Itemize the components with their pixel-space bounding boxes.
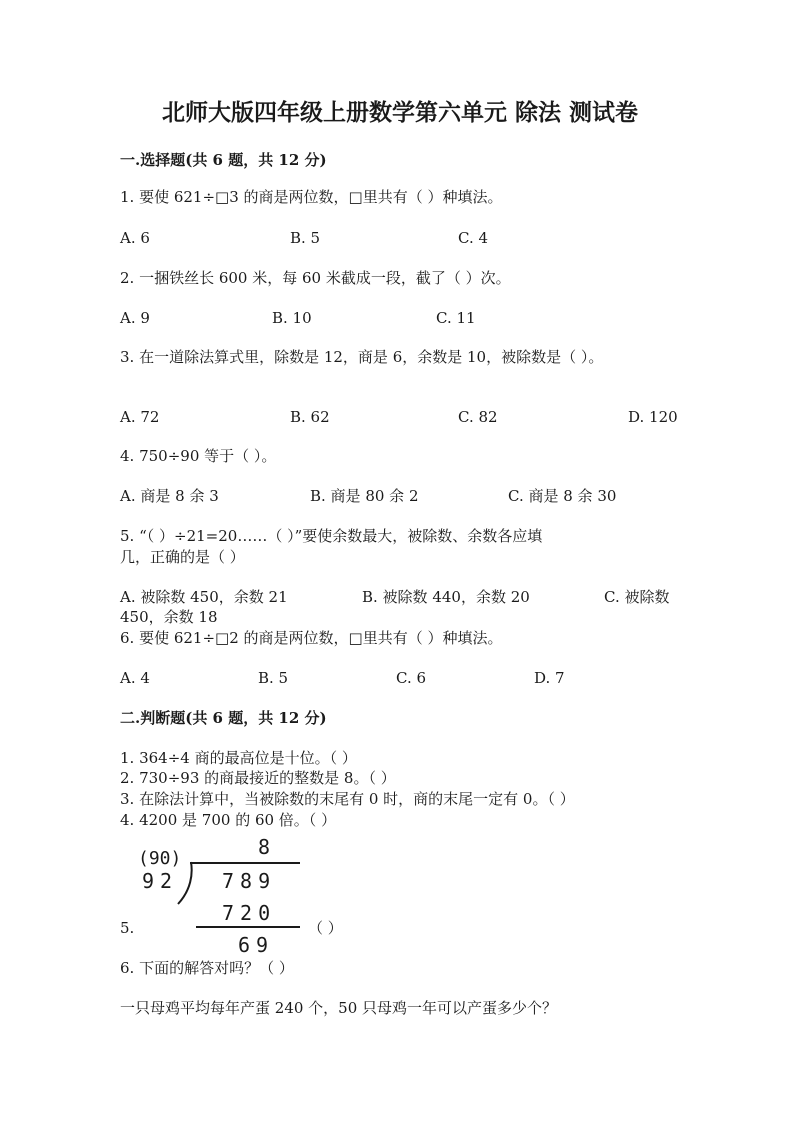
judgement-5-number: 5. bbox=[120, 919, 135, 937]
q4-option-a: A. 商是 8 余 3 bbox=[120, 487, 219, 505]
q2-option-a: A. 9 bbox=[120, 309, 150, 327]
q2-option-b: B. 10 bbox=[272, 309, 312, 327]
division-bracket bbox=[176, 860, 196, 906]
judgement-3: 3. 在除法计算中，当被除数的末尾有 0 时，商的末尾一定有 0。（ ） bbox=[120, 790, 575, 808]
judgement-2: 2. 730÷93 的商最接近的整数是 8。（ ） bbox=[120, 769, 396, 787]
judgement-6-problem: 一只母鸡平均每年产蛋 240 个，50 只母鸡一年可以产蛋多少个？ bbox=[120, 999, 558, 1017]
page-title: 北师大版四年级上册数学第六单元 除法 测试卷 bbox=[161, 99, 638, 126]
division-estimate: (90) bbox=[138, 848, 182, 869]
q6-option-a: A. 4 bbox=[120, 669, 150, 687]
division-product: 720 bbox=[222, 901, 277, 925]
q1-option-b: B. 5 bbox=[290, 229, 321, 247]
q3-option-c: C. 82 bbox=[458, 408, 498, 426]
question-5-line-2: 几，正确的是（ ） bbox=[120, 548, 245, 566]
q3-option-d: D. 120 bbox=[628, 408, 678, 426]
q5-option-c-line-2: 450，余数 18 bbox=[120, 608, 218, 626]
question-1: 1. 要使 621÷□3 的商是两位数，□里共有（ ）种填法。 bbox=[120, 188, 503, 206]
division-quotient: 8 bbox=[258, 835, 271, 859]
question-5-line-1: 5. “（ ）÷21=20……（ ）”要使余数最大，被除数、余数各应填 bbox=[120, 527, 543, 545]
q5-option-a: A. 被除数 450，余数 21 bbox=[120, 588, 288, 606]
q4-option-b: B. 商是 80 余 2 bbox=[310, 487, 419, 505]
q5-option-b: B. 被除数 440，余数 20 bbox=[362, 588, 530, 606]
division-subtraction-line bbox=[196, 926, 300, 928]
judgement-1: 1. 364÷4 商的最高位是十位。（ ） bbox=[120, 749, 357, 767]
judgement-5-blank: （ ） bbox=[308, 919, 343, 937]
q1-option-a: A. 6 bbox=[120, 229, 150, 247]
q6-option-d: D. 7 bbox=[534, 669, 565, 687]
q6-option-c: C. 6 bbox=[396, 669, 427, 687]
judgement-4: 4. 4200 是 700 的 60 倍。（ ） bbox=[120, 811, 337, 829]
judgement-6: 6. 下面的解答对吗？（ ） bbox=[120, 959, 294, 977]
q2-option-c: C. 11 bbox=[436, 309, 476, 327]
question-2: 2. 一捆铁丝长 600 米，每 60 米截成一段，截了（ ）次。 bbox=[120, 269, 511, 287]
division-remainder: 69 bbox=[238, 933, 275, 957]
question-3: 3. 在一道除法算式里，除数是 12，商是 6，余数是 10，被除数是（ ）。 bbox=[120, 348, 604, 366]
division-divisor: 92 bbox=[142, 869, 179, 893]
q3-option-a: A. 72 bbox=[120, 408, 160, 426]
q4-option-c: C. 商是 8 余 30 bbox=[508, 487, 617, 505]
q1-option-c: C. 4 bbox=[458, 229, 489, 247]
section-heading-choice: 一.选择题(共 6 题，共 12 分) bbox=[120, 151, 327, 169]
division-top-bar bbox=[190, 862, 300, 864]
q3-option-b: B. 62 bbox=[290, 408, 330, 426]
question-6: 6. 要使 621÷□2 的商是两位数，□里共有（ ）种填法。 bbox=[120, 629, 503, 647]
division-dividend: 789 bbox=[222, 869, 277, 893]
question-4: 4. 750÷90 等于（ ）。 bbox=[120, 447, 277, 465]
section-heading-judgement: 二.判断题(共 6 题，共 12 分) bbox=[120, 709, 327, 727]
q6-option-b: B. 5 bbox=[258, 669, 289, 687]
q5-option-c-line-1: C. 被除数 bbox=[604, 588, 670, 606]
